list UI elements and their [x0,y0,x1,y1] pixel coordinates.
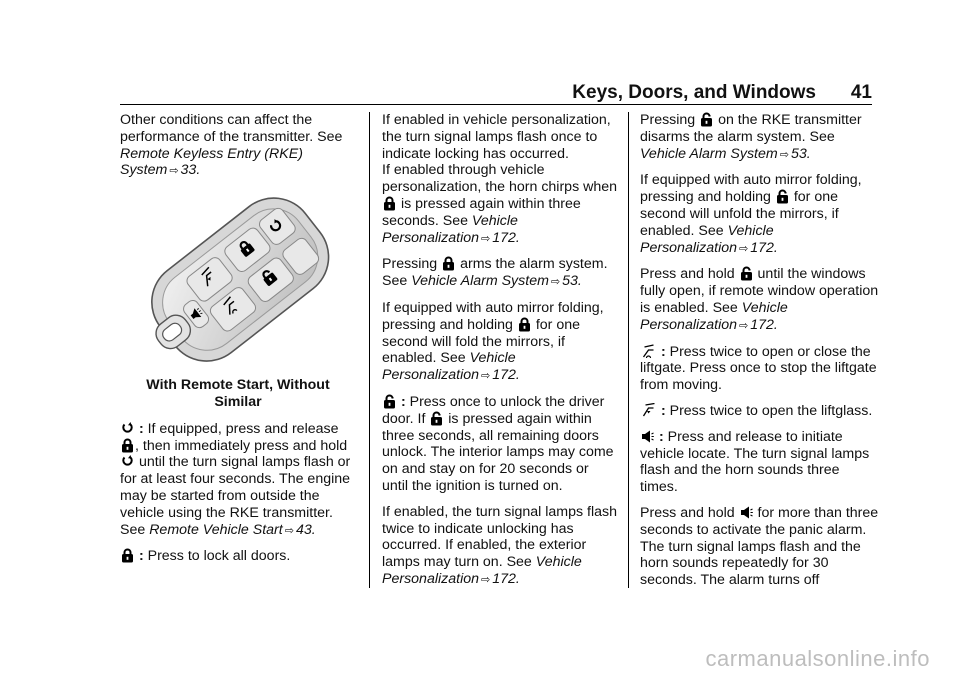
paragraph: : Press twice to open the liftglass. [640,403,880,420]
paragraph: : Press once to unlock the driver door. If is pressed again within three seconds, all remaining doors unlock. The interior lamps may come on and stay on for 20 seconds or until the ignition is turned on. [382,393,614,494]
panic-horn-icon [641,429,654,444]
page-number: 41 [850,82,872,103]
unlock-icon [740,266,753,281]
paragraph: : Press to lock all doors. [120,548,356,565]
unlock-icon [383,394,396,409]
paragraph: : If equipped, press and release , then immediately press and hold until the turn signal lamps flash or for at least four seconds. The engine may be started from outside the vehicle using the RKE transmitter. See Remote Vehicle Start ⇨ 43. [120,420,351,538]
arrow-icon: ⇨ [169,165,179,178]
cross-reference-link[interactable]: Vehicle Personalization [382,554,582,587]
paragraph: If enabled, the turn signal lamps flash twice to indicate unlocking has occurred. If enabled, the exterior lamps may turn on. See Vehicle Personalization ⇨ 172. [382,503,618,587]
arrow-icon: ⇨ [481,573,491,586]
page-header [120,80,872,110]
paragraph: If enabled through vehicle personalization, the horn chirps when is pressed again within three seconds. See Vehicle Personalization ⇨ 172. [382,162,618,246]
column-2 [382,112,618,598]
page-ref[interactable]: 53 [790,145,807,162]
paragraph: Press and hold until the windows fully open, if remote window operation is enabled. See Vehicle Personalization ⇨ 172. [640,266,879,333]
key-fob-illustration [140,189,336,371]
paragraph: : Press and release to initiate vehicle locate. The turn signal lamps flash and the horn sounds three times. [640,428,870,496]
cross-reference-link[interactable]: Vehicle Alarm System [411,273,549,290]
page-ref[interactable]: 172 [750,239,774,256]
page-ref[interactable]: 33 [180,162,197,179]
lock-icon [121,548,134,563]
paragraph: : Press twice to open or close the liftgate. Press once to stop the liftgate from moving. [640,343,877,394]
unlock-icon [776,189,789,204]
lock-icon [518,317,531,332]
paragraph: If equipped with auto mirror folding, pressing and holding for one second will unfold the mirrors, if enabled. See Vehicle Personalization ⇨ 172. [640,172,862,256]
cross-reference-link[interactable]: Vehicle Personalization [382,350,516,384]
figure-caption: With Remote Start, Without Similar [146,377,330,410]
section-title: Keys, Doors, and Windows [572,82,816,103]
column-divider [628,112,629,588]
remote-start-icon [121,454,134,469]
page-ref[interactable]: 172 [750,316,774,333]
column-1 [120,112,356,574]
unlock-icon [700,112,713,127]
arrow-icon: ⇨ [739,242,749,255]
cross-reference-link[interactable]: Vehicle Alarm System [640,145,778,162]
cross-reference-link[interactable]: Remote Vehicle Start [149,521,283,538]
arrow-icon: ⇨ [779,148,789,161]
page-ref[interactable]: 172 [492,229,516,246]
lock-icon [442,256,455,271]
lock-icon [383,196,396,211]
page-ref[interactable]: 53 [562,273,578,290]
cross-reference-link[interactable]: Vehicle Personalization [640,299,788,333]
column-divider [369,112,370,588]
column-3 [640,112,880,598]
cross-reference-link[interactable]: Vehicle Personalization [640,222,774,256]
paragraph: Pressing arms the alarm system. See Vehicle Alarm System ⇨ 53. [382,256,608,290]
arrow-icon: ⇨ [481,232,491,245]
arrow-icon: ⇨ [739,319,749,332]
cross-reference-link[interactable]: Remote Keyless Entry (RKE) System [120,145,303,179]
paragraph: Pressing on the RKE transmitter disarms the alarm system. See Vehicle Alarm System ⇨ 53. [640,112,862,162]
paragraph: If equipped with auto mirror folding, pressing and holding for one second will fold the mirrors, if enabled. See Vehicle Personalization ⇨ 172. [382,299,604,384]
liftgate-icon [641,344,656,359]
arrow-icon: ⇨ [284,524,294,537]
paragraph: Other conditions can affect the performance of the transmitter. See Remote Keyless Entry (RKE) System ⇨ 33. [120,112,343,179]
arrow-icon: ⇨ [550,276,561,289]
header-rule [120,104,872,105]
page-ref[interactable]: 172 [492,570,516,587]
arrow-icon: ⇨ [481,370,491,383]
page-ref[interactable]: 172 [492,367,516,384]
liftglass-icon [641,403,656,418]
unlock-icon [430,411,443,426]
watermark: carmanualsonline.info [705,646,930,671]
panic-horn-icon [740,505,753,520]
page-ref[interactable]: 43 [295,521,312,538]
paragraph: Press and hold for more than three seconds to activate the panic alarm. The turn signal lamps flash and the horn sounds repeatedly for 30 seconds. The alarm turns off [640,504,879,589]
lock-icon [121,438,134,453]
remote-start-icon [121,421,134,436]
paragraph: If enabled in vehicle personalization, the turn signal lamps flash once to indicate locking has occurred. [382,112,611,162]
cross-reference-link[interactable]: Vehicle Personalization [382,212,518,246]
